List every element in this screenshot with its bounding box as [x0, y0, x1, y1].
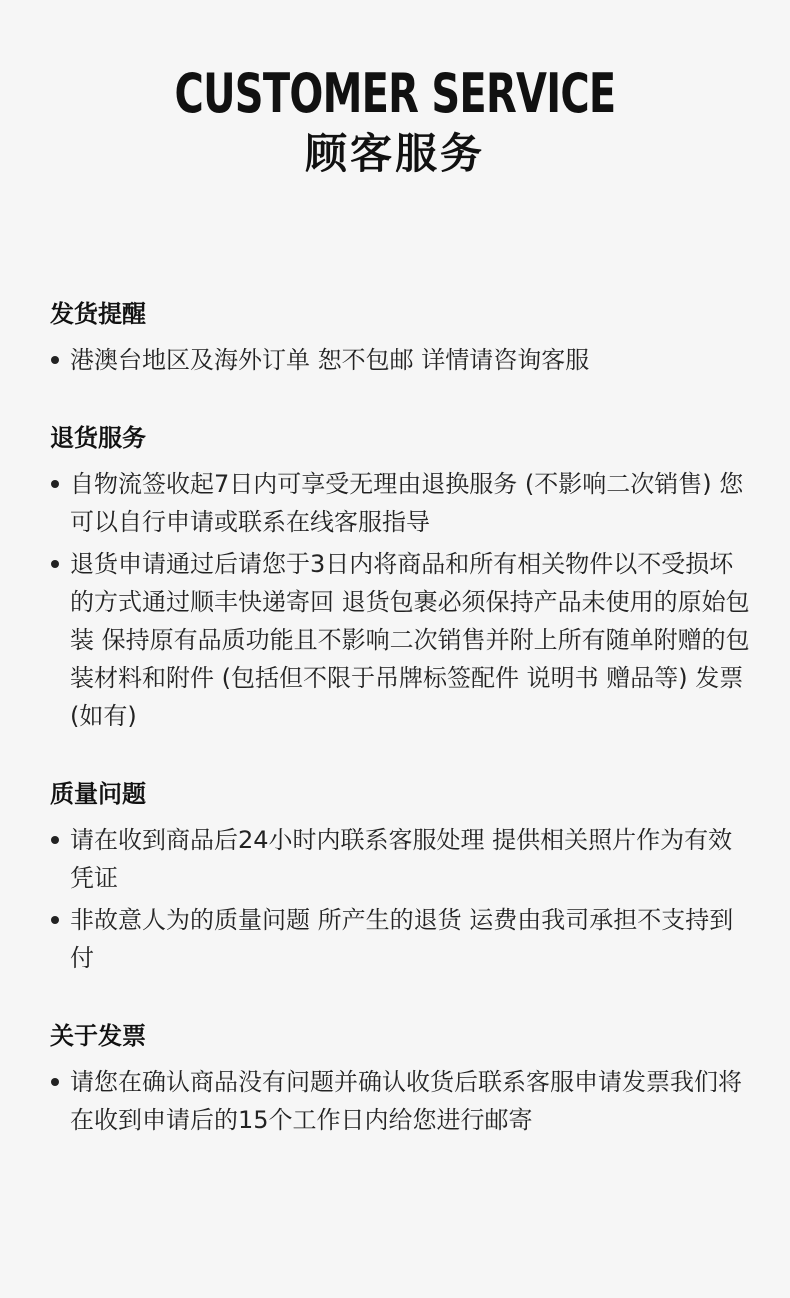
bullet-icon: [51, 1078, 59, 1086]
bullet-icon: [51, 480, 59, 488]
bullet-icon: [51, 836, 59, 844]
list-item-text: 请在收到商品后24小时内联系客服处理 提供相关照片作为有效凭证: [70, 826, 733, 892]
section-quality-issues: [50, 777, 750, 977]
list-item: [50, 545, 750, 735]
section-shipping-notice: [50, 297, 750, 379]
bullet-icon: [51, 916, 59, 924]
page-title-english: CUSTOMER SERVICE: [174, 62, 616, 125]
list-item: [50, 901, 750, 977]
list-item: [50, 821, 750, 897]
page-title-chinese: 顾客服务: [304, 129, 485, 178]
bullet-icon: [51, 356, 59, 364]
list-item-text: 退货申请通过后请您于3日内将商品和所有相关物件以不受损坏的方式通过顺丰快递寄回 退货包裹必须保持产品未使用的原始包装 保持原有品质功能且不影响二次销售并附上所有随单附赠的包装材料和附件 (包括但不限于吊牌标签配件 说明书 赠品等) 发票 (如有): [70, 550, 750, 730]
list-item-text: 请您在确认商品没有问题并确认收货后联系客服申请发票我们将在收到申请后的15个工作日内给您进行邮寄: [70, 1068, 742, 1134]
list-item-text: 港澳台地区及海外订单 恕不包邮 详情请咨询客服: [70, 346, 590, 374]
section-title: 质量问题: [50, 780, 146, 808]
bullet-icon: [51, 560, 59, 568]
section-title: 退货服务: [50, 424, 146, 452]
list-item: [50, 465, 750, 541]
list-item-text: 自物流签收起7日内可享受无理由退换服务 (不影响二次销售) 您可以自行申请或联系在线客服指导: [70, 470, 744, 536]
section-invoice: [50, 1019, 750, 1139]
section-title: 关于发票: [50, 1022, 146, 1050]
list-item-text: 非故意人为的质量问题 所产生的退货 运费由我司承担不支持到付: [70, 906, 734, 972]
service-content: [50, 297, 750, 1181]
page-header: [0, 62, 790, 180]
list-item: [50, 1063, 750, 1139]
section-title: 发货提醒: [50, 300, 146, 328]
list-item: [50, 341, 750, 379]
section-return-service: [50, 421, 750, 735]
